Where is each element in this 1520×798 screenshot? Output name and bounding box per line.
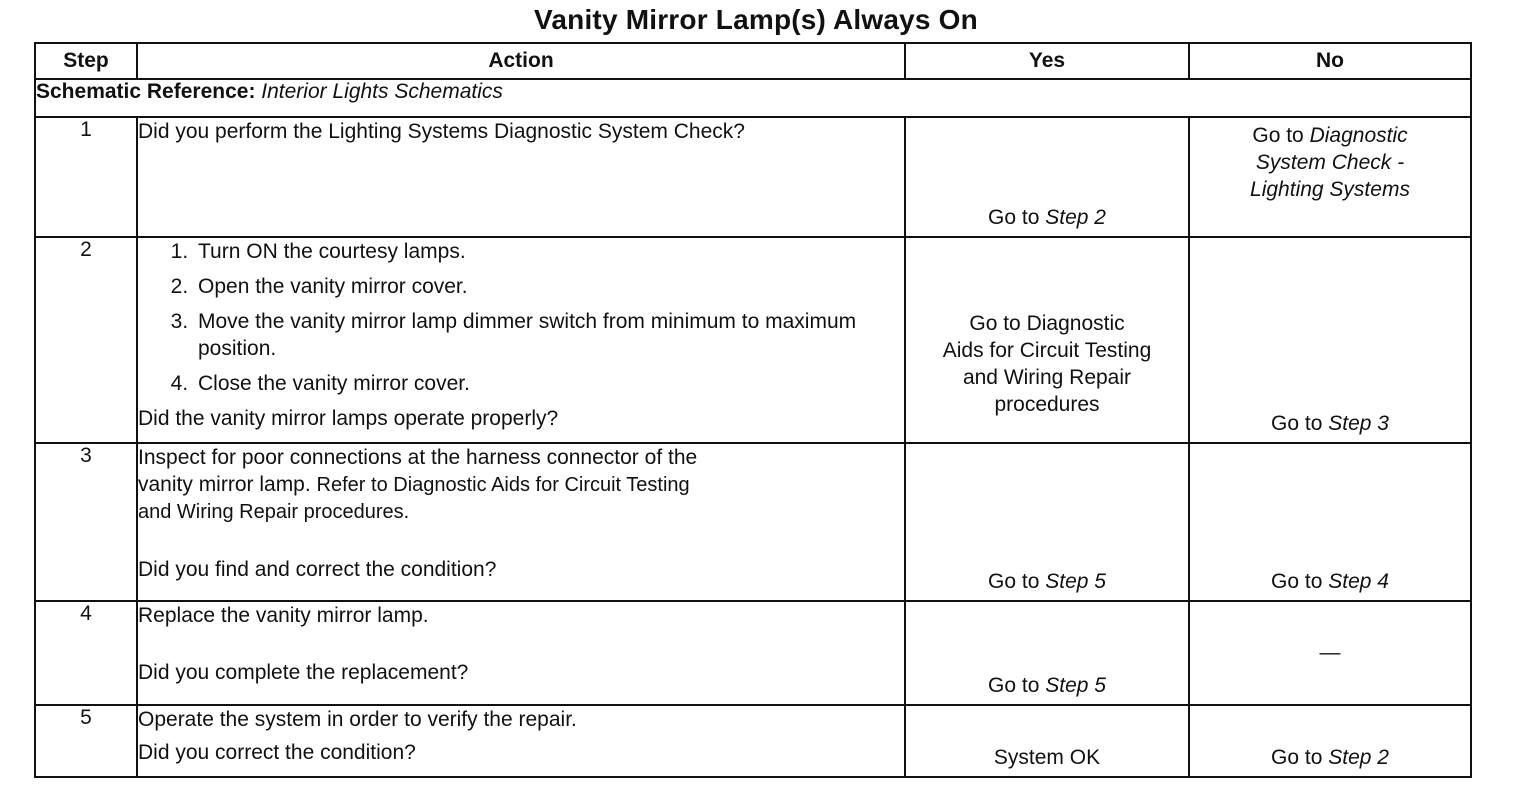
header-row	[35, 43, 1471, 79]
no-cell	[1189, 705, 1471, 777]
goto-target: Step 5	[1045, 674, 1106, 697]
goto-target: Step 2	[1328, 746, 1389, 769]
goto-prefix: Go to	[1271, 746, 1323, 769]
goto-target-line: System Check -	[1255, 151, 1405, 174]
list-item: 3. Move the vanity mirror lamp dimmer switch from minimum to maximum position.	[194, 308, 904, 362]
no-goto[interactable]	[1190, 746, 1470, 770]
goto-target: Step 5	[1045, 570, 1106, 593]
action-cell	[137, 443, 905, 601]
action-question: Did you correct the condition?	[138, 741, 416, 764]
no-cell	[1189, 237, 1471, 443]
goto-prefix: Go to	[1271, 412, 1323, 435]
action-question: Did you find and correct the condition?	[138, 558, 497, 581]
no-cell	[1189, 443, 1471, 601]
diagnostic-table	[34, 42, 1472, 778]
action-text-line	[138, 471, 904, 499]
action-cell	[137, 237, 905, 443]
table-row	[35, 443, 1471, 601]
yes-result: System OK	[993, 746, 1101, 769]
header-no: No	[1189, 43, 1471, 79]
yes-cell	[905, 117, 1189, 237]
no-dash: —	[1319, 641, 1341, 664]
list-item: 2. Open the vanity mirror cover.	[194, 273, 904, 300]
yes-cell	[905, 601, 1189, 705]
yes-goto[interactable]	[906, 570, 1188, 594]
goto-prefix: Go to	[988, 206, 1040, 229]
table-row	[35, 705, 1471, 777]
action-cell	[137, 705, 905, 777]
header-yes: Yes	[905, 43, 1189, 79]
goto-prefix: Go to	[1252, 124, 1304, 147]
table-row	[35, 117, 1471, 237]
goto-target: Step 2	[1045, 206, 1106, 229]
goto-target: Step 3	[1328, 412, 1389, 435]
step-number: 3	[35, 443, 137, 601]
action-question: Did the vanity mirror lamps operate properly?	[138, 407, 559, 430]
header-action: Action	[137, 43, 905, 79]
yes-goto[interactable]	[906, 310, 1188, 418]
goto-target: Step 4	[1328, 570, 1389, 593]
step-number: 4	[35, 601, 137, 705]
action-text: Inspect for poor connections at the harness connector of the	[138, 446, 698, 469]
schematic-reference	[35, 79, 1471, 117]
action-cell	[137, 601, 905, 705]
goto-target-line: Lighting Systems	[1250, 178, 1410, 201]
goto-line: Aids for Circuit Testing	[942, 339, 1152, 362]
goto-prefix: Go to	[988, 674, 1040, 697]
page-title: Vanity Mirror Lamp(s) Always On	[534, 4, 978, 35]
yes-cell	[905, 237, 1189, 443]
action-text: Did you perform the Lighting Systems Diagnostic System Check?	[138, 120, 745, 143]
schematic-reference-label: Schematic Reference:	[36, 80, 256, 103]
goto-target-line: Diagnostic	[1309, 124, 1408, 147]
no-goto[interactable]	[1190, 412, 1470, 436]
list-item: 1. Turn ON the courtesy lamps.	[194, 238, 904, 265]
no-cell	[1189, 601, 1471, 705]
schematic-reference-row	[35, 79, 1471, 117]
no-goto[interactable]	[1190, 118, 1470, 203]
goto-line: and Wiring Repair	[962, 366, 1132, 389]
step-number: 5	[35, 705, 137, 777]
table-row	[35, 601, 1471, 705]
no-goto[interactable]	[1190, 570, 1470, 594]
table-row	[35, 237, 1471, 443]
step-number: 1	[35, 117, 137, 237]
goto-line: Go to Diagnostic	[969, 312, 1125, 335]
action-reference[interactable]: and Wiring Repair procedures.	[138, 501, 410, 523]
goto-prefix: Go to	[988, 570, 1040, 593]
yes-goto[interactable]	[906, 206, 1188, 230]
action-reference[interactable]: Refer to Diagnostic Aids for Circuit Testing	[316, 474, 690, 496]
header-step: Step	[35, 43, 137, 79]
no-cell	[1189, 117, 1471, 237]
action-text: Operate the system in order to verify the repair.	[138, 708, 577, 731]
action-steps-list	[138, 238, 904, 397]
yes-cell	[905, 705, 1189, 777]
goto-line: procedures	[994, 393, 1100, 416]
schematic-reference-link[interactable]: Interior Lights Schematics	[261, 80, 503, 103]
goto-prefix: Go to	[1271, 570, 1323, 593]
yes-cell	[905, 443, 1189, 601]
action-text: vanity mirror lamp.	[138, 473, 311, 496]
action-question: Did you complete the replacement?	[138, 661, 469, 684]
action-cell	[137, 117, 905, 237]
yes-goto[interactable]	[906, 674, 1188, 698]
list-item: 4. Close the vanity mirror cover.	[194, 370, 904, 397]
step-number: 2	[35, 237, 137, 443]
action-text: Replace the vanity mirror lamp.	[138, 604, 429, 627]
